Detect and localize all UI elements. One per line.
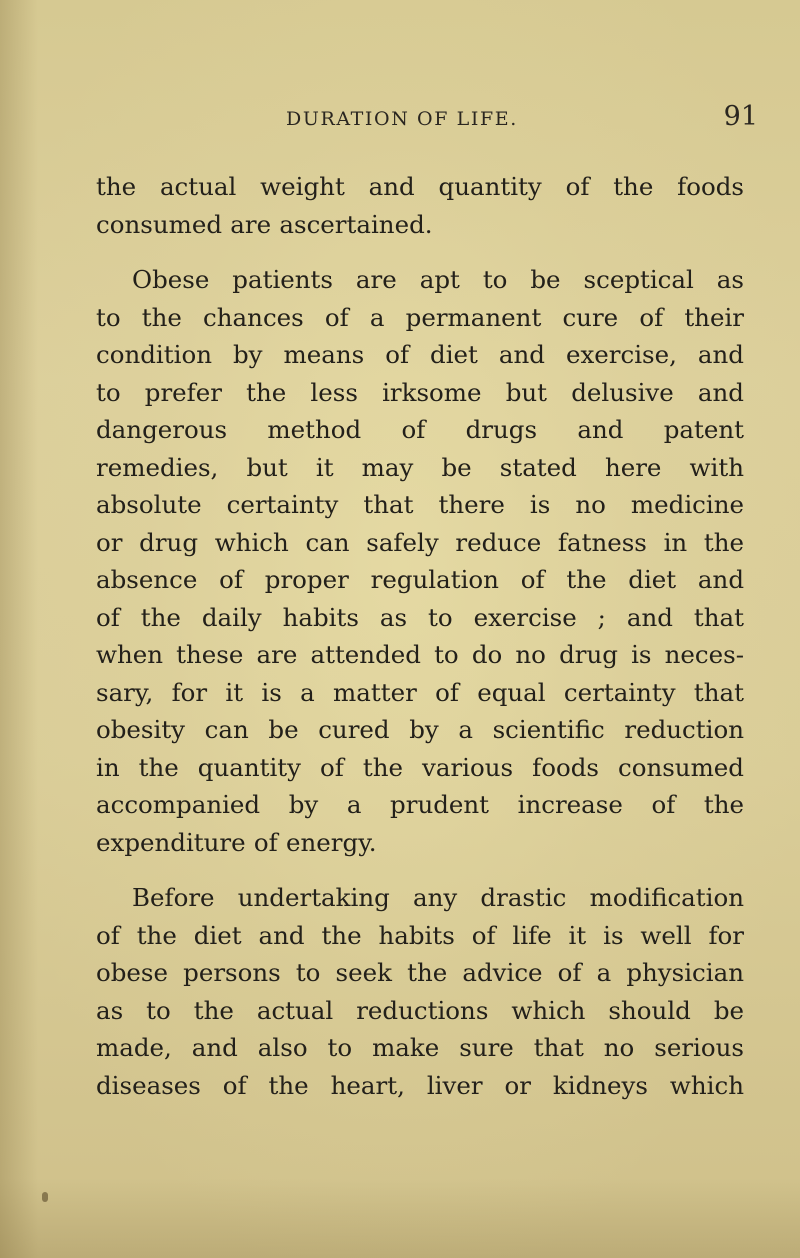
text-line: in the quantity of the various foods consumed <box>96 752 744 782</box>
text-line: the actual weight and quantity of the foods <box>96 172 744 201</box>
text-line: accompanied by a prudent increase of the <box>96 790 744 819</box>
text-line: to the chances of a permanent cure of their <box>96 302 744 332</box>
text-line: remedies, but it may be stated here with <box>96 452 744 482</box>
text-line: of the diet and the habits of life it is well for <box>96 920 744 950</box>
page-shadow-bottom <box>0 1178 800 1258</box>
text-line: absolute certainty that there is no medicine <box>96 490 744 519</box>
text-line: made, and also to make sure that no serious <box>96 1033 744 1062</box>
book-page <box>96 101 758 1104</box>
text-line: consumed are ascertained. <box>96 209 433 239</box>
running-title: DURATION OF LIFE. <box>286 108 518 130</box>
text-line: sary, for it is a matter of equal certainty that <box>96 677 744 707</box>
text-line: obesity can be cured by a scientific reduction <box>96 715 744 744</box>
page-shadow-left <box>0 0 38 1258</box>
paragraph-3 <box>96 879 744 1104</box>
paragraph-1 <box>96 168 744 243</box>
text-line: or drug which can safely reduce fatness in the <box>96 527 744 557</box>
text-line: expenditure of energy. <box>96 827 377 857</box>
text-line: to prefer the less irksome but delusive and <box>96 377 744 407</box>
running-head <box>96 101 758 144</box>
text-line: obese persons to seek the advice of a physician <box>96 958 744 987</box>
text-line: diseases of the heart, liver or kidneys which <box>96 1070 744 1100</box>
text-line: dangerous method of drugs and patent <box>96 415 744 444</box>
ink-speck <box>42 1192 48 1202</box>
text-line: condition by means of diet and exercise, and <box>96 340 744 369</box>
text-line: Before undertaking any drastic modification <box>132 883 744 912</box>
text-line: when these are attended to do no drug is neces- <box>96 640 744 669</box>
text-line: absence of proper regulation of the diet and <box>96 565 744 594</box>
page-number: 91 <box>723 101 758 132</box>
paragraph-2 <box>96 261 744 861</box>
text-line: Obese patients are apt to be sceptical as <box>132 265 744 294</box>
text-line: of the daily habits as to exercise ; and that <box>96 602 744 632</box>
text-line: as to the actual reductions which should be <box>96 995 744 1025</box>
